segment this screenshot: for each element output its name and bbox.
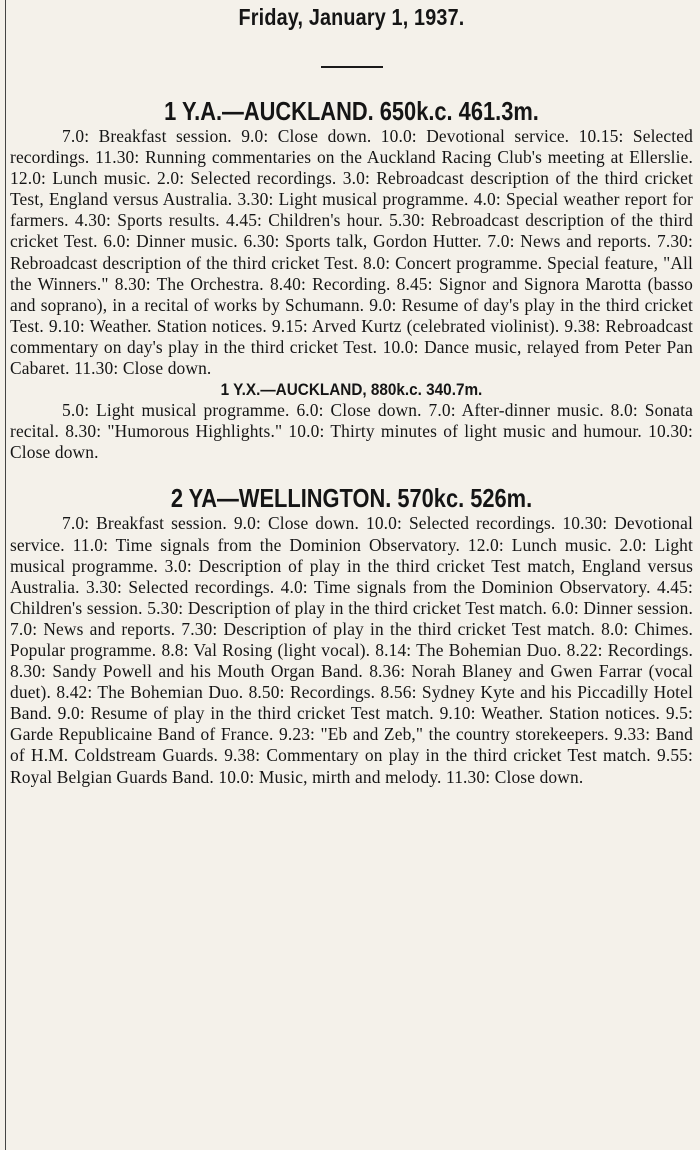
column-rule bbox=[5, 0, 6, 1150]
station-heading-1ya: 1 Y.A.—AUCKLAND. 650k.c. 461.3m. bbox=[164, 96, 539, 126]
station-section-1ya bbox=[10, 96, 693, 379]
section-gap bbox=[10, 463, 693, 483]
station-heading-2ya: 2 YA—WELLINGTON. 570kc. 526m. bbox=[170, 483, 533, 514]
programme-text-2ya: 7.0: Breakfast session. 9.0: Close down. 10.0: Selected recordings. 10.30: Devotional service. 11.0: Time signals from the Dominion Observatory. 12.0: Lunch music. 2.0: Light musical programme. 3.0: Description of play in the third cricket Test match, England versus Australia. 3.30: Selected recordings. 4.0: Time signals from the Dominion Observatory. 4.45: Children's session. 5.30: Description of play in the third cricket Test match. 6.0: Dinner session. 7.0: News and reports. 7.30: Description of play in the third cricket Test match. 8.0: Chimes. Popular programme. 8.8: Val Rosing (light vocal). 8.14: The Bohemian Duo. 8.22: Recordings. 8.30: Sandy Powell and his Mouth Organ Band. 8.36: Norah Blaney and Gwen Farrar (vocal duet). 8.42: The Bohemian Duo. 8.50: Recordings. 8.56: Sydney Kyte and his Piccadilly Hotel Band. 9.0: Resume of play in the third cricket Test match. 9.10: Weather. Station notices. 9.5: Garde Republicaine Band of France. 9.23: "Eb and Zeb," the country storekeepers. 9.33: Band of H.M. Coldstream Guards. 9.38: Commentary on play in the third cricket Test match. 9.55: Royal Belgian Guards Band. 10.0: Music, mirth and melody. 11.30: Close down. bbox=[10, 513, 693, 787]
programme-text-1ya: 7.0: Breakfast session. 9.0: Close down. 10.0: Devotional service. 10.15: Selected recordings. 11.30: Running commentaries on the Auckland Racing Club's meeting at Ellerslie. 12.0: Lunch music. 2.0: Selected recordings. 3.0: Rebroadcast description of the third cricket Test, England versus Australia. 3.30: Light musical programme. 4.0: Special weather report for farmers. 4.30: Sports results. 4.45: Children's hour. 5.30: Rebroadcast description of the third cricket Test. 6.0: Dinner music. 6.30: Sports talk, Gordon Hutter. 7.0: News and reports. 7.30: Rebroadcast description of the third cricket Test. 8.0: Concert programme. Special feature, "All the Winners." 8.30: The Orchestra. 8.40: Recording. 8.45: Signor and Signora Marotta (basso and soprano), in a recital of works by Schumann. 9.0: Resume of day's play in the third cricket Test. 9.10: Weather. Station notices. 9.15: Arved Kurtz (celebrated violinist). 9.38: Rebroadcast commentary on day's play in the third cricket Test. 10.0: Dance music, relayed from Peter Pan Cabaret. 11.30: Close down. bbox=[10, 126, 693, 379]
station-heading-1yx: 1 Y.X.—AUCKLAND, 880k.c. 340.7m. bbox=[220, 380, 483, 400]
heading-divider bbox=[321, 66, 383, 68]
station-section-2ya bbox=[10, 483, 693, 787]
programme-text-1yx: 5.0: Light musical programme. 6.0: Close down. 7.0: After-dinner music. 8.0: Sonata recital. 8.30: "Humorous Highlights." 10.0: Thirty minutes of light music and humour. 10.30: Close down. bbox=[10, 400, 693, 463]
station-section-1yx bbox=[10, 379, 693, 463]
date-heading: Friday, January 1, 1937. bbox=[238, 4, 465, 30]
